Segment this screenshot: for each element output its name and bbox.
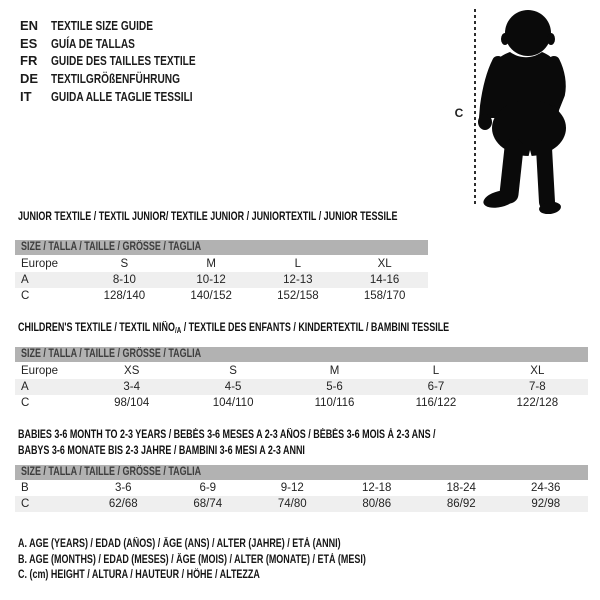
table-cell: 98/104 <box>114 397 150 409</box>
row-label: C <box>21 290 30 302</box>
note-a: A. AGE (YEARS) / EDAD (AÑOS) / ÂGE (ANS) / ALTER (JAHRE) / ETÀ (ANNI) <box>18 538 341 550</box>
row-label: C <box>21 397 30 409</box>
table-cell: S <box>229 364 237 377</box>
language-row-en <box>20 17 236 35</box>
table-cell: 116/122 <box>415 397 457 409</box>
language-row-es <box>20 35 236 53</box>
table-cell: 80/86 <box>362 498 392 510</box>
table-row <box>15 255 428 272</box>
table-cell: 6-9 <box>199 482 217 494</box>
table-row <box>15 272 428 288</box>
table-cell: XL <box>530 364 545 377</box>
junior-section-title: JUNIOR TEXTILE / TEXTIL JUNIOR/ TEXTILE JUNIOR / JUNIORTEXTIL / JUNIOR TESSILE <box>18 211 398 223</box>
table-cell: 10-12 <box>196 274 226 286</box>
table-cell: 5-6 <box>326 381 343 393</box>
table-cell: 122/128 <box>516 397 559 409</box>
language-row-fr <box>20 52 236 70</box>
language-title: TEXTILE SIZE GUIDE <box>51 18 153 34</box>
language-row-de <box>20 70 236 88</box>
row-label: Europe <box>21 364 59 377</box>
language-title: GUIDA ALLE TAGLIE TESSILI <box>51 88 193 104</box>
size-header-band: SIZE / TALLA / TAILLE / GRÖSSE / TAGLIA <box>15 347 588 362</box>
language-title-block <box>20 17 236 105</box>
height-measure-label: C <box>454 106 464 120</box>
language-title: GUIDE DES TAILLES TEXTILE <box>51 53 196 69</box>
table-cell: 140/152 <box>190 290 232 302</box>
legend-notes <box>18 537 464 584</box>
table-row <box>15 288 428 304</box>
table-cell: 62/68 <box>108 498 138 510</box>
row-label: C <box>21 498 30 510</box>
row-label: Europe <box>21 257 59 270</box>
table-cell: 14-16 <box>369 274 400 286</box>
table-cell: 4-5 <box>224 381 242 393</box>
babies-section-title-line2: BABYS 3-6 MONATE BIS 2-3 JAHRE / BAMBINI 3-6 MESI A 2-3 ANNI <box>18 445 305 457</box>
junior-size-table <box>15 240 428 304</box>
table-cell: 18-24 <box>446 482 476 494</box>
row-label: A <box>21 381 29 393</box>
babies-size-table <box>15 465 588 512</box>
language-code: ES <box>20 35 38 51</box>
language-title: GUÍA DE TALLAS <box>51 35 135 51</box>
table-cell: 12-18 <box>362 482 392 494</box>
table-cell: 152/158 <box>277 290 319 302</box>
table-cell: 9-12 <box>280 482 304 494</box>
table-cell: 92/98 <box>531 498 561 510</box>
table-row <box>15 496 588 512</box>
table-cell: 74/80 <box>277 498 307 510</box>
table-cell: XL <box>377 257 392 270</box>
childrens-size-table <box>15 347 588 411</box>
table-cell: 128/140 <box>103 290 146 302</box>
table-cell: M <box>329 364 340 377</box>
language-code: FR <box>20 53 38 69</box>
size-header-band: SIZE / TALLA / TAILLE / GRÖSSE / TAGLIA <box>15 240 428 255</box>
table-row <box>15 480 588 496</box>
table-cell: 12-13 <box>283 274 313 286</box>
table-cell: S <box>120 257 129 270</box>
table-cell: 3-6 <box>114 482 132 494</box>
table-row <box>15 395 588 411</box>
subscript-text: /A <box>174 326 182 335</box>
language-title: TEXTILGRÖßENFÜHRUNG <box>51 71 181 87</box>
table-cell: 6-7 <box>427 381 445 393</box>
table-cell: XS <box>124 364 140 377</box>
size-header-band: SIZE / TALLA / TAILLE / GRÖSSE / TAGLIA <box>15 465 588 480</box>
row-label: B <box>21 482 29 494</box>
table-row <box>15 379 588 395</box>
babies-section-title-line1: BABIES 3-6 MONTH TO 2-3 YEARS / BEBÉS 3-6 MESES A 2-3 AÑOS / BÉBÉS 3-6 MOIS À 2-3 ANS / <box>18 429 436 441</box>
table-cell: 68/74 <box>193 498 223 510</box>
language-code: IT <box>20 88 32 104</box>
table-cell: 8-10 <box>112 274 136 286</box>
table-cell: 158/170 <box>363 290 406 302</box>
table-cell: 7-8 <box>529 381 546 393</box>
table-cell: L <box>294 257 302 270</box>
table-cell: L <box>432 364 440 377</box>
table-cell: M <box>206 257 216 270</box>
child-silhouette-image <box>462 6 570 214</box>
childrens-section-title: CHILDREN'S TEXTILE / TEXTIL $NIÑO_{/A}$ / TEXTILE DES ENFANTS / KINDERTEXTIL / BAMBINI TESSILE <box>18 322 450 335</box>
table-cell: 110/116 <box>314 397 355 409</box>
language-code: EN <box>20 18 39 34</box>
table-row <box>15 362 588 379</box>
language-code: DE <box>20 71 39 87</box>
table-cell: 86/92 <box>446 498 476 510</box>
table-cell: 3-4 <box>123 381 141 393</box>
note-c: C. (cm) HEIGHT / ALTURA / HAUTEUR / HÖHE / ALTEZZA <box>18 569 260 581</box>
row-label: A <box>21 274 29 286</box>
table-cell: 24-36 <box>531 482 561 494</box>
table-cell: 104/110 <box>212 397 254 409</box>
language-row-it <box>20 87 236 105</box>
note-b: B. AGE (MONTHS) / EDAD (MESES) / ÂGE (MOIS) / ALTER (MONATE) / ETÀ (MESI) <box>18 553 366 566</box>
